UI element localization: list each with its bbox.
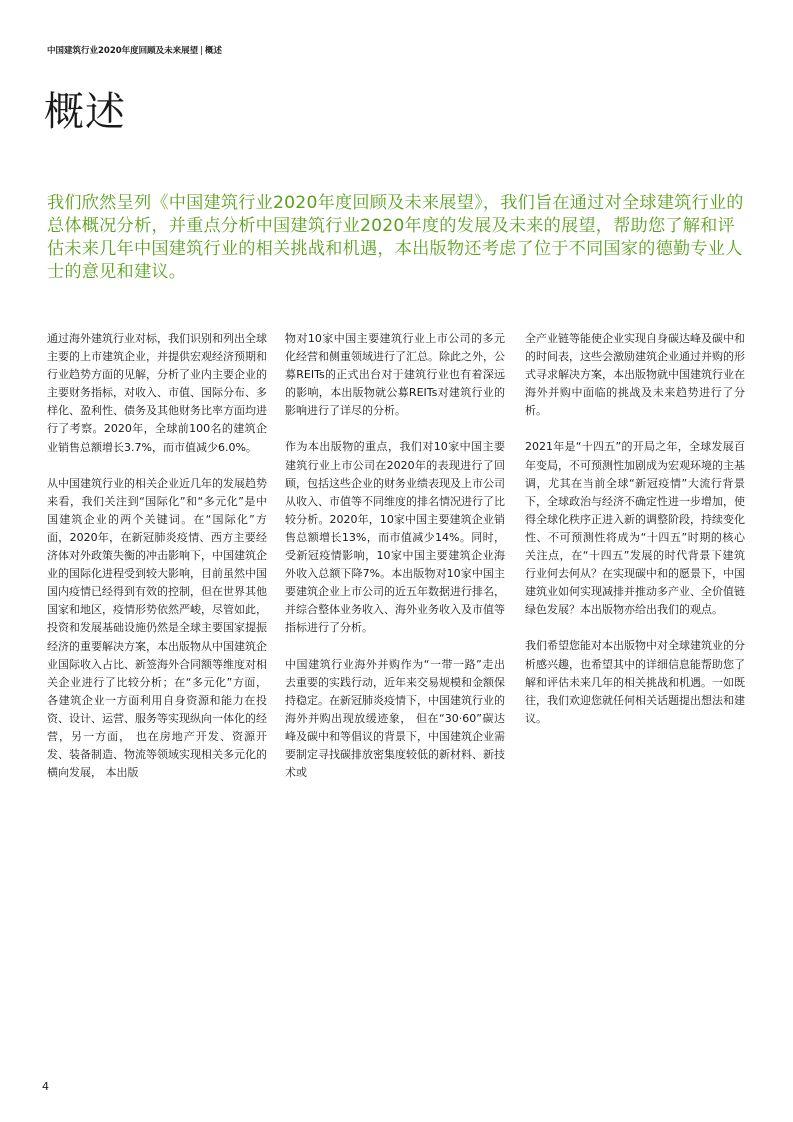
running-header [47,44,222,56]
header-section: 概述 [205,46,223,56]
body-paragraph: 从中国建筑行业的相关企业近几年的发展趋势来看，我们关注到“国际化”和“多元化”是中国建筑企业的两个关键词。在“国际化”方面，2020年，在新冠肺炎疫情、西方主要经济体对外政策失衡的冲击影响下，中国建筑企业的国际化进程受到较大影响，目前虽然中国国内疫情已经得到有效的控制，但在世界其他国家和地区，疫情形势依然严峻，尽管如此，投资和发展基础设施仍然是全球主要国家提振经济的重要解决方案，本出版物从中国建筑企业国际收入占比、新签海外合同额等维度对相关企业进行了比较分析；在“多元化”方面，各建筑企业一方面利用自身资源和能力在投资、设计、运营、服务等实现纵向一体化的经营，另一方面， 也在房地产开发、资源开发、装备制造、物流等领域实现相关多元化的横向发展， 本出版 [47,476,267,780]
body-paragraph: 作为本出版物的重点，我们对10家中国主要建筑行业上市公司在2020年的表现进行了回顾，包括这些企业的财务业绩表现及上市公司从收入、市值等不同维度的排名情况进行了比较分析。2020年，10家中国主要建筑企业销售总额增长13%，而市值减少14%。同时，受新冠疫情影响，10家中国主要建筑企业海外收入总额下降7%。本出版物对10家中国主要建筑企业上市公司的近五年数据进行排名，并综合整体业务收入、海外业务收入及市值等指标进行了分析。 [285,440,505,635]
body-paragraph: 全产业链等能使企业实现自身碳达峰及碳中和的时间表，这些会激励建筑企业通过并购的形式寻求解决方案，本出版物就中国建筑行业在海外并购中面临的挑战及未来趋势进行了分析。 [525,332,745,418]
body-paragraph: 2021年是“十四五”的开局之年，全球发展百年变局，不可预测性加剧成为宏观环境的主基调，尤其在当前全球“新冠疫情”大流行背景下，全球政治与经济不确定性进一步增加，使得全球化秩序正进入新的调整阶段，持续变化性、不可预测性将成为“十四五”时期的核心关注点，在“十四五”发展的时代背景下建筑行业何去何从？在实现碳中和的愿景下，中国建筑业如何实现减排并推动多产业、全价值链绿色发展？本出版物亦给出我们的观点。 [525,440,745,617]
text-column-3 [525,330,745,746]
page-number: 4 [42,1080,49,1093]
header-separator: | [200,46,204,56]
text-column-2 [285,330,505,800]
body-paragraph: 中国建筑行业海外并购作为“一带一路”走出去重要的实践行动，近年来交易规模和金额保持稳定。在新冠肺炎疫情下，中国建筑行业的海外并购出现放缓迹象， 但在“30·60”碳达峰及碳中和等倡议的背景下，中国建筑企业需要制定寻找碳排放密集度较低的新材料、新技术或 [285,657,505,780]
body-paragraph: 通过海外建筑行业对标，我们识别和列出全球主要的上市建筑企业，并提供宏观经济预期和行业趋势方面的见解，分析了业内主要企业的主要财务指标，对收入、市值、国际分布、多样化、盈利性、债务及其他财务比率方面均进行了考察。2020年，全球前100名的建筑企业销售总额增长3.7%，而市值减少6.0%。 [47,332,267,454]
body-paragraph: 物对10家中国主要建筑行业上市公司的多元化经营和侧重领域进行了汇总。除此之外，公募REITs的正式出台对于建筑行业也有着深远的影响，本出版物就公募REITs对建筑行业的影响进行了详尽的分析。 [285,332,505,418]
text-column-1 [47,330,267,800]
page-title: 概述 [44,89,126,135]
header-report-title: 中国建筑行业2020年度回顾及未来展望 [47,46,199,56]
lead-paragraph: 我们欣然呈列《中国建筑行业2020年度回顾及未来展望》，我们旨在通过对全球建筑行业的总体概况分析，并重点分析中国建筑行业2020年度的发展及未来的展望，帮助您了解和评估未来几年中国建筑行业的相关挑战和机遇，本出版物还考虑了位于不同国家的德勤专业人士的意见和建议。 [47,193,744,282]
body-paragraph: 我们希望您能对本出版物中对全球建筑业的分析感兴趣，也希望其中的详细信息能帮助您了解和评估未来几年的相关挑战和机遇。一如既往，我们欢迎您就任何相关话题提出想法和建议。 [525,639,745,725]
